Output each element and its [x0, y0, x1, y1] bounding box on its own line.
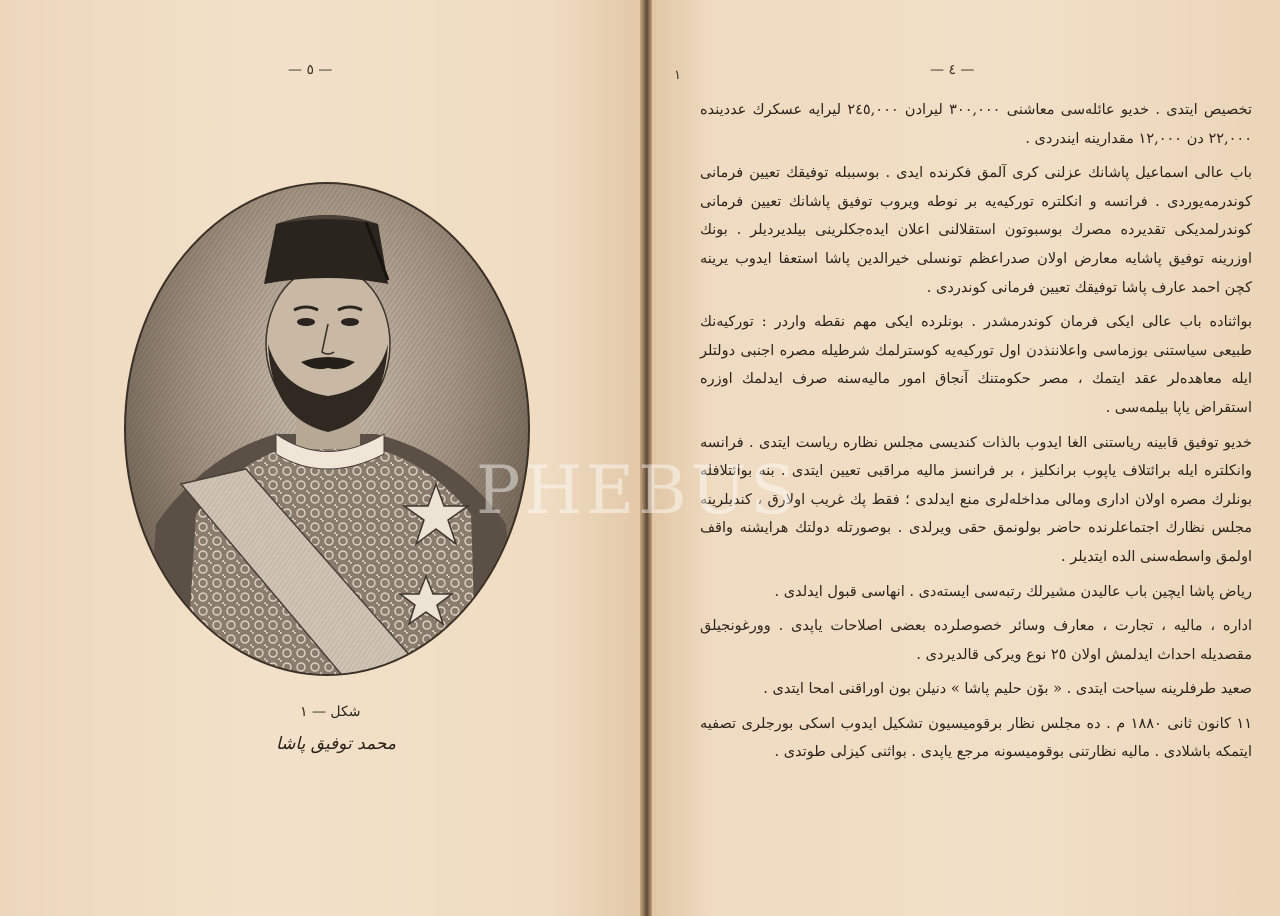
portrait-caption: محمد توفيق پاشا	[276, 734, 396, 754]
paragraph: صعيد طرفلرينه سياحت ايتدى . « بۆن حليم پاشا » دنيلن بون اوراقنى امحا ايتدى .	[763, 681, 1252, 698]
paragraph: تخصيص ايتدى . خديو عائله‌سى معاشنى ٣٠٠,٠٠٠ ليرادن ٢٤٥,٠٠٠ ليرايه عسكرك عددينده ٢٢,٠٠٠ دن ١٢,٠٠٠ مقدارينه ايندردى .	[700, 102, 1252, 147]
right-page-number: — ٤ —	[930, 62, 975, 78]
portrait-illustration	[126, 184, 528, 674]
figure-label: شكل — ١	[300, 704, 361, 720]
paragraph: اداره ، ماليه ، تجارت ، معارف وسائر خصوصلرده بعضى اصلاحات ياپدى . وورغونجيلق مقصديله احداث ايدلمش اولان ٢٥ نوع ويركى قالديردى .	[700, 618, 1252, 663]
paragraph: ١١ كانون ثانى ١٨٨٠ م . ده مجلس نظار برقوميسيون تشكيل ايدوب اسكى بورجلرى تصفيه ايتمكه باشلادى . ماليه نظارتنى بوقوميسونه مرجع ياپدى . بواثنى كيزلى طوتدى .	[700, 715, 1252, 761]
paragraph: باب عالى اسماعيل پاشانك عزلنى كرى آلمق فكرنده ايدى . بوسببله توفيقك تعيين فرمانى كوندرمه‌يوردى . فرانسه و انكلتره توركيه‌يه بر نوطه ويروب توفيق پاشانك تعيين فرمانى كوندرلمديكى تقديرده مصرك بوسبوتون استقلالنى اعلان ايده‌جكلرينى بيلديرديلر . بونك اوزرينه توفيق پاشايه معارض اولان صدراعظم تونسلى خيرالدين پاشا استعفا ايدوب يرينه كچن احمد عارف پاشا توفيقك تعيين فرمانى كوندردى .	[700, 165, 1252, 296]
left-page-number: — ٥ —	[288, 62, 333, 78]
paragraph: رياض پاشا ايچين باب عاليدن مشيرلك رتبه‌سى ايستەدى . انهاسى قبول ايدلدى .	[774, 583, 1252, 600]
body-text	[700, 96, 1252, 773]
corner-mark: ١	[674, 68, 681, 83]
paragraph: بواثناده باب عالى ايكى فرمان كوندرمشدر . بونلرده ايكى مهم نقطه واردر : توركيه‌نك طبيعى سياستنى بوزماسى واعلاننذدن اول توركيه‌يه كوسترلمك شرطيله مصره اجنبى دولتلر ايله معاهده‌لر عقد ايتمك ، مصر حكومتنك آنجاق امور ماليه‌سنه صرف ايدلمك اوزره استقراض ياپا بيلمه‌سى .	[700, 314, 1252, 416]
portrait-engraving	[124, 182, 530, 676]
paragraph: خديو توفيق قابينه رياستنى الغا ايدوب بالذات كنديسى مجلس نظاره رياست ايتدى . فرانسه وانكلتره ايله برائتلاف ياپوب برانكليز ، بر فرانسز ماليه مراقبى تعيين ايتدى . بنه بوائتلافله بونلرك مصره اولان ادارى ومالى مداخله‌لرى منع ايدلدى ؛ فقط پك غريب اولارق ، كنديلرينه مجلس نظارك اجتماعلرنده حاضر بولونمق حقى ويرلدى . بوصورتله دولتك هرايشنه واقف اولمق واسطه‌سنى الده ايتديلر .	[700, 434, 1252, 565]
watermark: PHEBUS	[476, 452, 800, 529]
